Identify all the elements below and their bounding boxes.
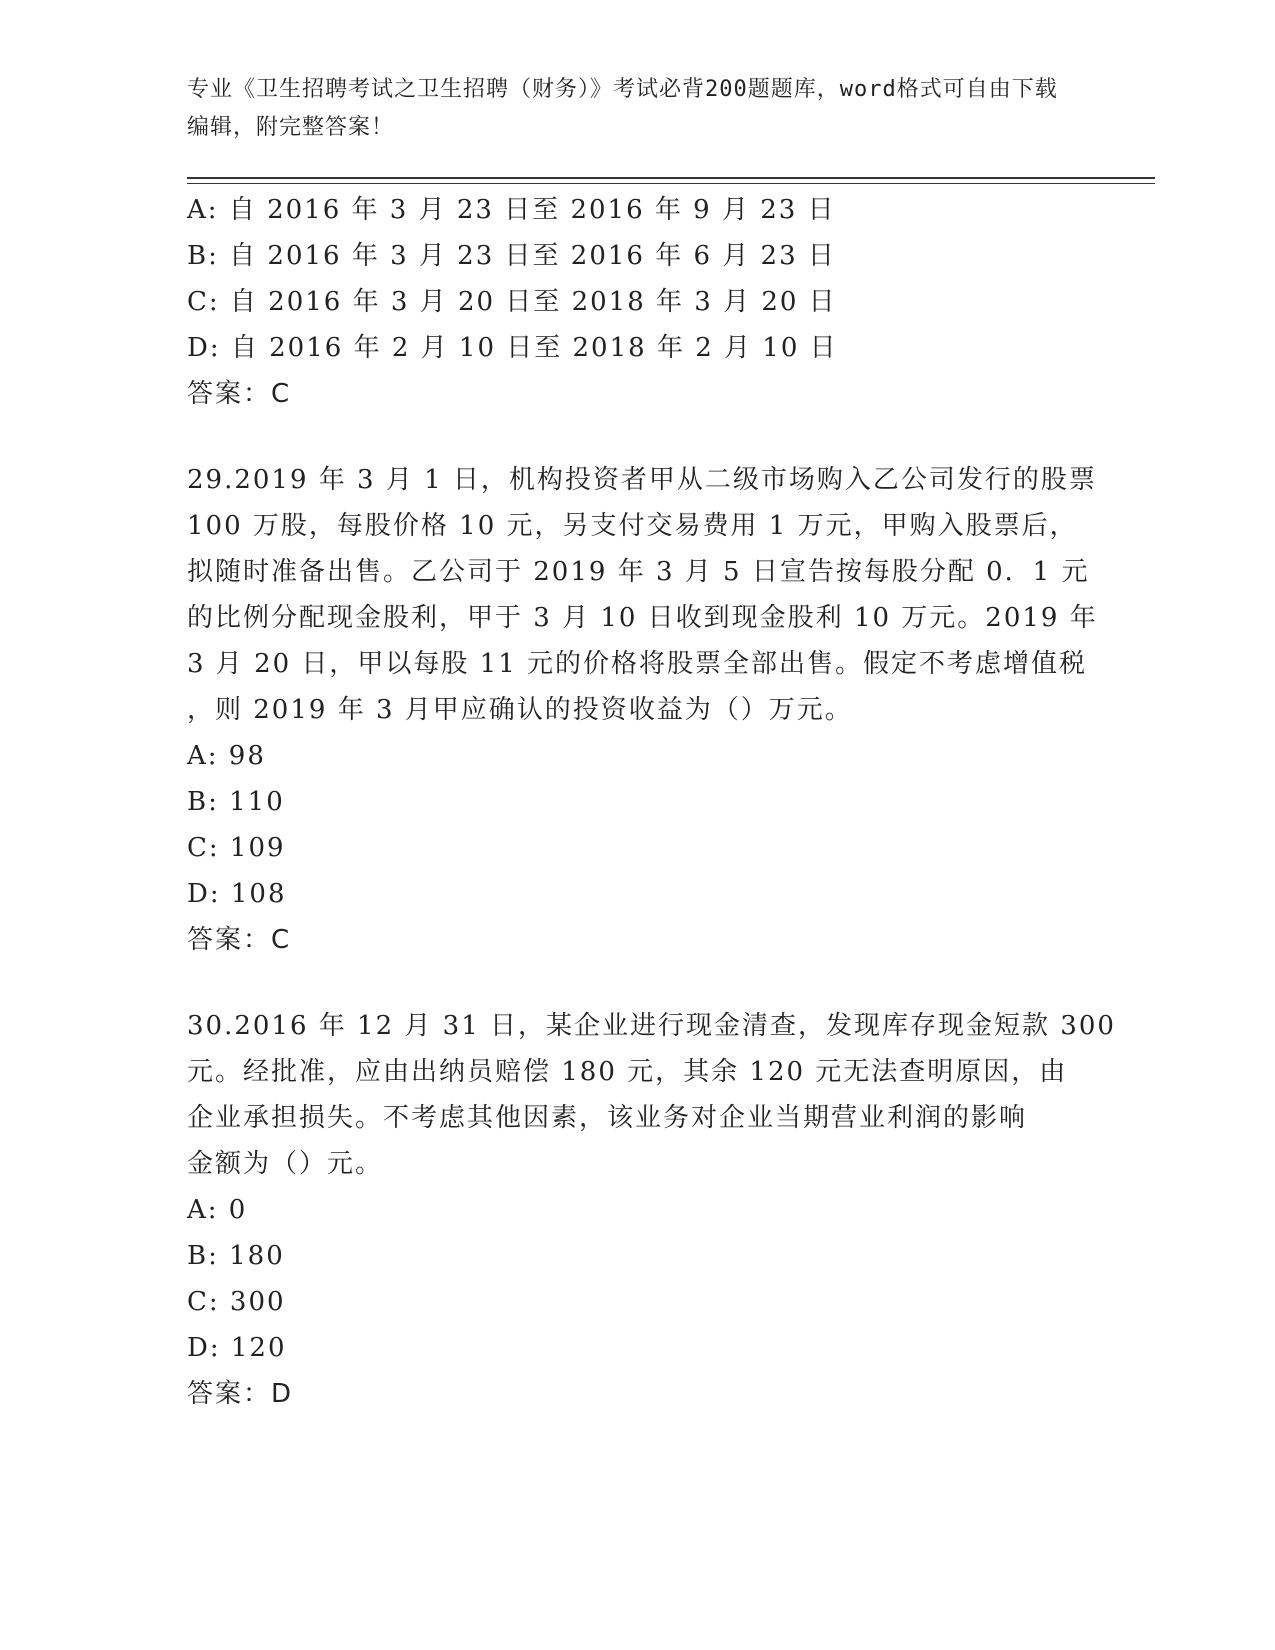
question-29-block: [187, 457, 1098, 963]
document-body: [187, 187, 1116, 1417]
question-stem-line: 100 万股，每股价格 10 元，另支付交易费用 1 万元，甲购入股票后，: [187, 511, 1078, 541]
header-title: 专业《卫生招聘考试之卫生招聘（财务）》考试必背200题题库，word格式可自由下载编辑，附完整答案！: [187, 77, 1058, 140]
option-b: B: 自 2016 年 3 月 23 日至 2016 年 6 月 23 日: [187, 241, 836, 271]
header-rule-thick: [187, 177, 1155, 179]
spacer: [187, 963, 1087, 1003]
option-d: D: 108: [187, 879, 287, 909]
header-rule-thin: [187, 183, 1155, 184]
option-b: B: 180: [187, 1241, 285, 1271]
question-stem-line: 3 月 20 日，甲以每股 11 元的价格将股票全部出售。假定不考虑增值税: [187, 649, 1088, 679]
question-stem-line: 金额为（）元。: [187, 1149, 384, 1179]
answer: 答案：C: [187, 925, 292, 955]
spacer: [187, 417, 1087, 457]
option-d: D: 自 2016 年 2 月 10 日至 2018 年 2 月 10 日: [187, 333, 838, 363]
question-stem-line: 29.2019 年 3 月 1 日，机构投资者甲从二级市场购入乙公司发行的股票: [187, 465, 1097, 495]
option-c: C: 109: [187, 833, 286, 863]
answer: 答案：D: [187, 1379, 294, 1409]
question-30-block: [187, 1003, 1116, 1417]
option-a: A: 自 2016 年 3 月 23 日至 2016 年 9 月 23 日: [187, 195, 836, 225]
option-c: C: 自 2016 年 3 月 20 日至 2018 年 3 月 20 日: [187, 287, 837, 317]
option-c: C: 300: [187, 1287, 286, 1317]
question-stem-line: 拟随时准备出售。乙公司于 2019 年 3 月 5 日宣告按每股分配 0．1 元: [187, 557, 1090, 587]
question-stem-line: 30.2016 年 12 月 31 日，某企业进行现金清查，发现库存现金短款 300: [187, 1011, 1116, 1041]
option-a: A: 0: [187, 1195, 248, 1225]
question-stem-line: 企业承担损失。不考虑其他因素，该业务对企业当期营业利润的影响: [187, 1103, 1028, 1133]
option-a: A: 98: [187, 741, 266, 771]
answer: 答案：C: [187, 379, 292, 409]
question-stem-line: ，则 2019 年 3 月甲应确认的投资收益为（）万元。: [187, 695, 853, 725]
option-d: D: 120: [187, 1333, 287, 1363]
option-b: B: 110: [187, 787, 285, 817]
question-stem-line: 元。经批准，应由出纳员赔偿 180 元，其余 120 元无法查明原因，由: [187, 1057, 1068, 1087]
document-header: [187, 71, 1067, 147]
question-28-block: [187, 187, 1087, 417]
question-stem-line: 的比例分配现金股利，甲于 3 月 10 日收到现金股利 10 万元。2019 年: [187, 603, 1098, 633]
